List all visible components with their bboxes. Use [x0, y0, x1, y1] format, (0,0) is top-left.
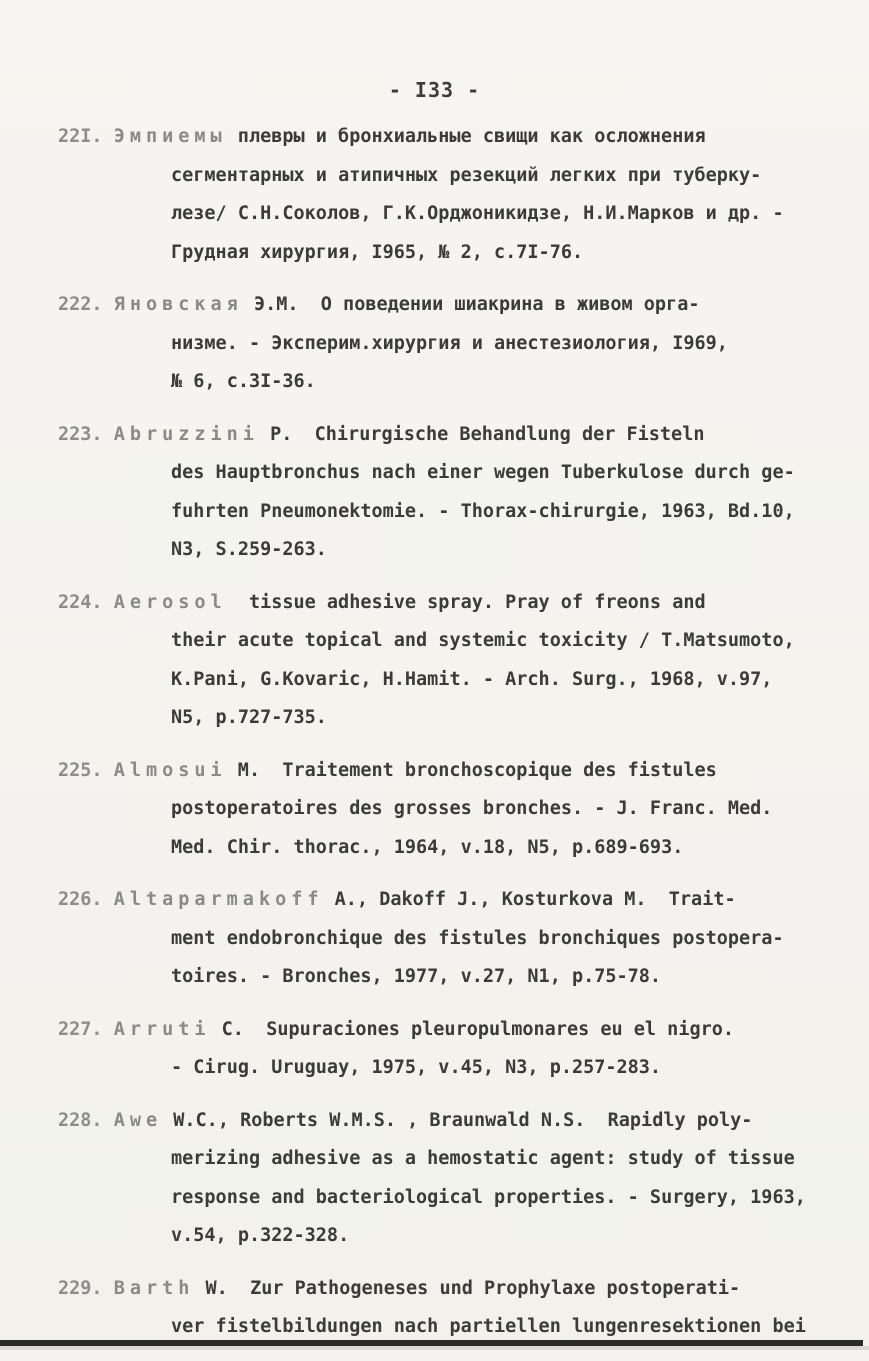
reference-entry [0, 118, 869, 272]
reference-text: C. Supuraciones pleuropulmonares eu el nigro. [210, 1018, 735, 1040]
reference-entry [0, 881, 869, 997]
reference-entry [0, 286, 869, 402]
reference-continuation-line: Грудная хирургия, I965, № 2, с.7I-76. [171, 241, 584, 263]
reference-continuation-line: Med. Chir. thorac., 1964, v.18, N5, p.689-693. [171, 836, 684, 858]
reference-text: W. Zur Pathogeneses und Prophylaxe postoperati- [194, 1277, 741, 1299]
reference-continuation-line: K.Pani, G.Kovaric, H.Hamit. - Arch. Surg., 1968, v.97, [171, 668, 773, 690]
reference-first-line [0, 118, 869, 157]
reference-continuation-line: - Cirug. Uruguay, 1975, v.45, N3, p.257-283. [171, 1057, 662, 1078]
reference-first-line [0, 584, 869, 623]
reference-text: W.C., Roberts W.M.S. , Braunwald N.S. Rapidly poly- [162, 1109, 753, 1131]
reference-text: M. Traitement bronchoscopique des fistules [226, 759, 717, 781]
reference-text: P. Chirurgische Behandlung der Fisteln [258, 423, 705, 445]
reference-text: Э.М. О поведении шиакрина в живом орга- [242, 294, 700, 315]
reference-continuation-line: postoperatoires des grosses bronches. - J. Franc. Med. [171, 798, 773, 819]
reference-entry [0, 1102, 869, 1256]
reference-text: плевры и бронхиальные свищи как осложнения [226, 126, 706, 147]
reference-author: Almosui [113, 759, 227, 781]
reference-entry [0, 752, 869, 868]
reference-author: Aerosol [113, 591, 227, 613]
reference-continuation-line: v.54, p.322-328. [171, 1225, 350, 1246]
reference-first-line [0, 1011, 869, 1050]
reference-continuation-line: N3, S.259-263. [171, 539, 327, 560]
reference-continuation-line: № 6, с.3I-36. [171, 371, 316, 392]
reference-continuation-line: низме. - Эксперим.хирургия и анестезиология, I969, [171, 332, 728, 354]
reference-continuation-line: N5, p.727-735. [171, 707, 327, 728]
reference-number: 229. [58, 1277, 103, 1299]
reference-number: 223. [58, 423, 103, 445]
reference-number: 226. [58, 889, 103, 910]
page-number: - I33 - [388, 78, 481, 102]
reference-continuation-line: ver fistelbildungen nach partiellen lungenresektionen bei [171, 1316, 806, 1337]
reference-continuation-line: fuhrten Pneumonektomie. - Thorax-chirurgie, 1963, Bd.10, [171, 500, 795, 522]
reference-continuation-line: their acute topical and systemic toxicity / T.Matsumoto, [171, 630, 795, 651]
reference-first-line [0, 1270, 869, 1309]
reference-author: Awe [113, 1109, 163, 1131]
reference-continuation-line: merizing adhesive as a hemostatic agent: study of tissue [171, 1148, 795, 1169]
reference-entry [0, 1270, 869, 1347]
reference-entry [0, 584, 869, 738]
reference-author: Altaparmakoff [113, 889, 324, 910]
reference-first-line [0, 752, 869, 791]
reference-list [0, 118, 869, 1361]
reference-first-line [0, 1102, 869, 1141]
reference-number: 227. [58, 1018, 103, 1040]
reference-number: 222. [58, 294, 103, 315]
reference-first-line [0, 881, 869, 920]
reference-entry [0, 1011, 869, 1088]
reference-continuation-line: ment endobronchique des fistules bronchiques postopera- [171, 927, 784, 949]
reference-continuation-line: des Hauptbronchus nach einer wegen Tuberkulose durch ge- [171, 462, 795, 483]
reference-author: Эмпиемы [113, 126, 227, 147]
reference-continuation-line: toires. - Bronches, 1977, v.27, N1, p.75-78. [171, 966, 662, 987]
reference-author: Arruti [113, 1018, 211, 1040]
reference-number: 228. [58, 1109, 103, 1131]
reference-author: Barth [113, 1277, 195, 1299]
reference-first-line [0, 416, 869, 455]
reference-text: tissue adhesive spray. Pray of freons and [226, 591, 706, 613]
reference-entry [0, 416, 869, 570]
reference-number: 22I. [58, 126, 103, 147]
reference-number: 225. [58, 759, 103, 781]
reference-number: 224. [58, 591, 103, 613]
reference-first-line [0, 286, 869, 325]
reference-author: Abruzzini [113, 423, 259, 445]
reference-continuation-line: сегментарных и атипичных резекций легких при туберку- [171, 164, 762, 186]
reference-continuation-line: лезе/ С.Н.Соколов, Г.К.Орджоникидзе, Н.И.Марков и др. - [171, 203, 784, 224]
reference-continuation-line: response and bacteriological properties. - Surgery, 1963, [171, 1186, 806, 1208]
scan-bottom-edge [0, 1346, 869, 1350]
reference-text: A., Dakoff J., Kosturkova M. Trait- [323, 889, 736, 910]
reference-author: Яновская [113, 294, 243, 315]
